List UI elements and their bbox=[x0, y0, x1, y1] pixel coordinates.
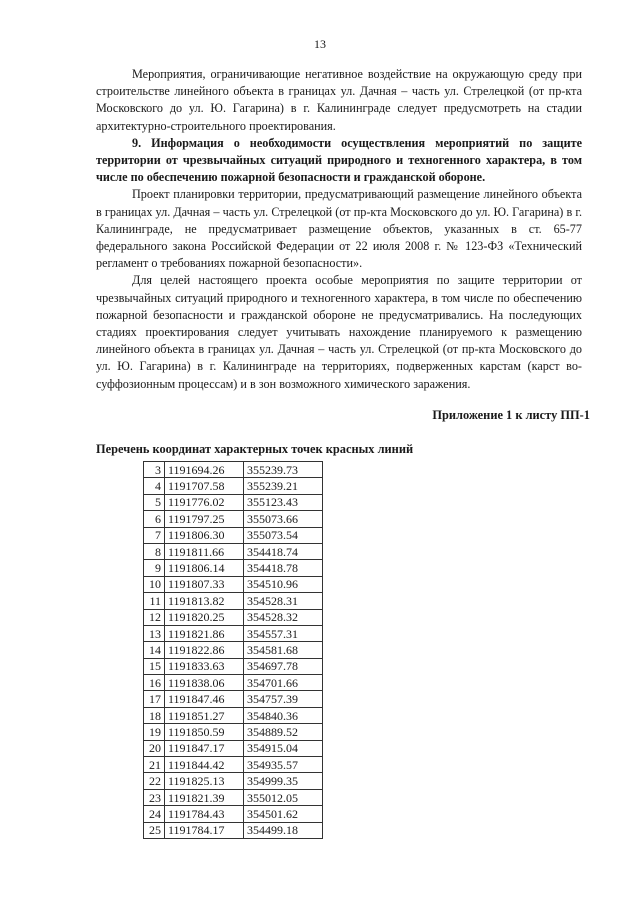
table-row bbox=[144, 789, 323, 805]
x-coordinate-cell: 1191844.42 bbox=[165, 757, 244, 773]
table-row bbox=[144, 494, 323, 510]
table-row bbox=[144, 773, 323, 789]
x-coordinate-cell: 1191797.25 bbox=[165, 511, 244, 527]
y-coordinate-cell: 354499.18 bbox=[244, 822, 323, 838]
point-number-cell: 16 bbox=[144, 675, 165, 691]
y-coordinate-cell: 354418.74 bbox=[244, 543, 323, 559]
table-row bbox=[144, 511, 323, 527]
x-coordinate-cell: 1191847.46 bbox=[165, 691, 244, 707]
y-coordinate-cell: 354697.78 bbox=[244, 658, 323, 674]
x-coordinate-cell: 1191825.13 bbox=[165, 773, 244, 789]
y-coordinate-cell: 354501.62 bbox=[244, 806, 323, 822]
y-coordinate-cell: 354510.96 bbox=[244, 576, 323, 592]
body-text bbox=[96, 66, 582, 393]
x-coordinate-cell: 1191813.82 bbox=[165, 593, 244, 609]
coordinates-table bbox=[143, 461, 323, 839]
x-coordinate-cell: 1191821.86 bbox=[165, 625, 244, 641]
point-number-cell: 4 bbox=[144, 478, 165, 494]
table-row bbox=[144, 642, 323, 658]
table-row bbox=[144, 543, 323, 559]
x-coordinate-cell: 1191847.17 bbox=[165, 740, 244, 756]
table-row bbox=[144, 658, 323, 674]
table-row bbox=[144, 724, 323, 740]
x-coordinate-cell: 1191838.06 bbox=[165, 675, 244, 691]
x-coordinate-cell: 1191784.17 bbox=[165, 822, 244, 838]
point-number-cell: 7 bbox=[144, 527, 165, 543]
y-coordinate-cell: 355073.66 bbox=[244, 511, 323, 527]
point-number-cell: 20 bbox=[144, 740, 165, 756]
point-number-cell: 8 bbox=[144, 543, 165, 559]
point-number-cell: 22 bbox=[144, 773, 165, 789]
point-number-cell: 11 bbox=[144, 593, 165, 609]
point-number-cell: 21 bbox=[144, 757, 165, 773]
point-number-cell: 12 bbox=[144, 609, 165, 625]
point-number-cell: 13 bbox=[144, 625, 165, 641]
table-row bbox=[144, 462, 323, 478]
point-number-cell: 18 bbox=[144, 707, 165, 723]
y-coordinate-cell: 355239.21 bbox=[244, 478, 323, 494]
x-coordinate-cell: 1191776.02 bbox=[165, 494, 244, 510]
x-coordinate-cell: 1191707.58 bbox=[165, 478, 244, 494]
x-coordinate-cell: 1191820.25 bbox=[165, 609, 244, 625]
x-coordinate-cell: 1191694.26 bbox=[165, 462, 244, 478]
x-coordinate-cell: 1191850.59 bbox=[165, 724, 244, 740]
y-coordinate-cell: 354935.57 bbox=[244, 757, 323, 773]
point-number-cell: 15 bbox=[144, 658, 165, 674]
point-number-cell: 19 bbox=[144, 724, 165, 740]
y-coordinate-cell: 355012.05 bbox=[244, 789, 323, 805]
point-number-cell: 6 bbox=[144, 511, 165, 527]
table-row bbox=[144, 707, 323, 723]
table-row bbox=[144, 560, 323, 576]
y-coordinate-cell: 354915.04 bbox=[244, 740, 323, 756]
point-number-cell: 17 bbox=[144, 691, 165, 707]
y-coordinate-cell: 354557.31 bbox=[244, 625, 323, 641]
y-coordinate-cell: 355073.54 bbox=[244, 527, 323, 543]
table-row bbox=[144, 691, 323, 707]
x-coordinate-cell: 1191822.86 bbox=[165, 642, 244, 658]
point-number-cell: 25 bbox=[144, 822, 165, 838]
table-row bbox=[144, 740, 323, 756]
point-number-cell: 3 bbox=[144, 462, 165, 478]
x-coordinate-cell: 1191811.66 bbox=[165, 543, 244, 559]
y-coordinate-cell: 354528.32 bbox=[244, 609, 323, 625]
page-number: 13 bbox=[314, 37, 326, 51]
x-coordinate-cell: 1191784.43 bbox=[165, 806, 244, 822]
x-coordinate-cell: 1191851.27 bbox=[165, 707, 244, 723]
x-coordinate-cell: 1191807.33 bbox=[165, 576, 244, 592]
table-row bbox=[144, 675, 323, 691]
point-number-cell: 14 bbox=[144, 642, 165, 658]
point-number-cell: 5 bbox=[144, 494, 165, 510]
table-row bbox=[144, 757, 323, 773]
x-coordinate-cell: 1191806.14 bbox=[165, 560, 244, 576]
y-coordinate-cell: 354999.35 bbox=[244, 773, 323, 789]
y-coordinate-cell: 354581.68 bbox=[244, 642, 323, 658]
y-coordinate-cell: 354840.36 bbox=[244, 707, 323, 723]
y-coordinate-cell: 354757.39 bbox=[244, 691, 323, 707]
coordinates-list-title: Перечень координат характерных точек красных линий bbox=[96, 442, 414, 456]
y-coordinate-cell: 354418.78 bbox=[244, 560, 323, 576]
x-coordinate-cell: 1191821.39 bbox=[165, 789, 244, 805]
table-row bbox=[144, 576, 323, 592]
point-number-cell: 24 bbox=[144, 806, 165, 822]
x-coordinate-cell: 1191806.30 bbox=[165, 527, 244, 543]
appendix-label: Приложение 1 к листу ПП-1 bbox=[432, 408, 590, 422]
y-coordinate-cell: 354889.52 bbox=[244, 724, 323, 740]
y-coordinate-cell: 354528.31 bbox=[244, 593, 323, 609]
section-heading: 9. Информация о необходимости осуществления мероприятий по защите территории от чрезвычайных ситуаций природного и техногенного характера, в том числе по обеспечению пожарной безопасности и гражданской обороне. bbox=[96, 135, 582, 185]
table-row bbox=[144, 609, 323, 625]
paragraph-measures: Мероприятия, ограничивающие негативное воздействие на окружающую среду при строительстве линейного объекта в границах ул. Дачная – часть ул. Стрелецкой (от пр-кта Московского до ул. Ю. Гагарина) в г. Калининграде следует предусмотреть на стадии архитектурно-строительного проектирования. bbox=[96, 67, 582, 133]
table-row bbox=[144, 478, 323, 494]
table-row bbox=[144, 822, 323, 838]
paragraph-protection: Для целей настоящего проекта особые мероприятия по защите территории от чрезвычайных ситуаций природного и техногенного характера, в том числе по обеспечению пожарной безопасности и гражданской обороне не предусматривались. На последующих стадиях проектирования следует учитывать нахождение планируемого к размещению линейного объекта в границах ул. Дачная – часть ул. Стрелецкой (от пр-кта Московского до ул. Ю. Гагарина) в г. Калининграде на территориях, подверженных карстам (карст во-суффозионным процессам) и в зон возможного химического заражения. bbox=[96, 273, 582, 391]
paragraph-project: Проект планировки территории, предусматривающий размещение линейного объекта в границах ул. Дачная – часть ул. Стрелецкой (от пр-кта Московского до ул. Ю. Гагарина) в г. Калининграде, не предусматривает размещение объектов, указанных в ст. 65-77 федерального закона Российской Федерации от 22 июля 2008 г. № 123-ФЗ «Технический регламент о требованиях пожарной безопасности». bbox=[96, 187, 582, 271]
y-coordinate-cell: 354701.66 bbox=[244, 675, 323, 691]
table-row bbox=[144, 527, 323, 543]
x-coordinate-cell: 1191833.63 bbox=[165, 658, 244, 674]
point-number-cell: 9 bbox=[144, 560, 165, 576]
point-number-cell: 23 bbox=[144, 789, 165, 805]
y-coordinate-cell: 355123.43 bbox=[244, 494, 323, 510]
table-row bbox=[144, 593, 323, 609]
coordinates-table-body bbox=[144, 462, 323, 839]
point-number-cell: 10 bbox=[144, 576, 165, 592]
table-row bbox=[144, 625, 323, 641]
y-coordinate-cell: 355239.73 bbox=[244, 462, 323, 478]
table-row bbox=[144, 806, 323, 822]
